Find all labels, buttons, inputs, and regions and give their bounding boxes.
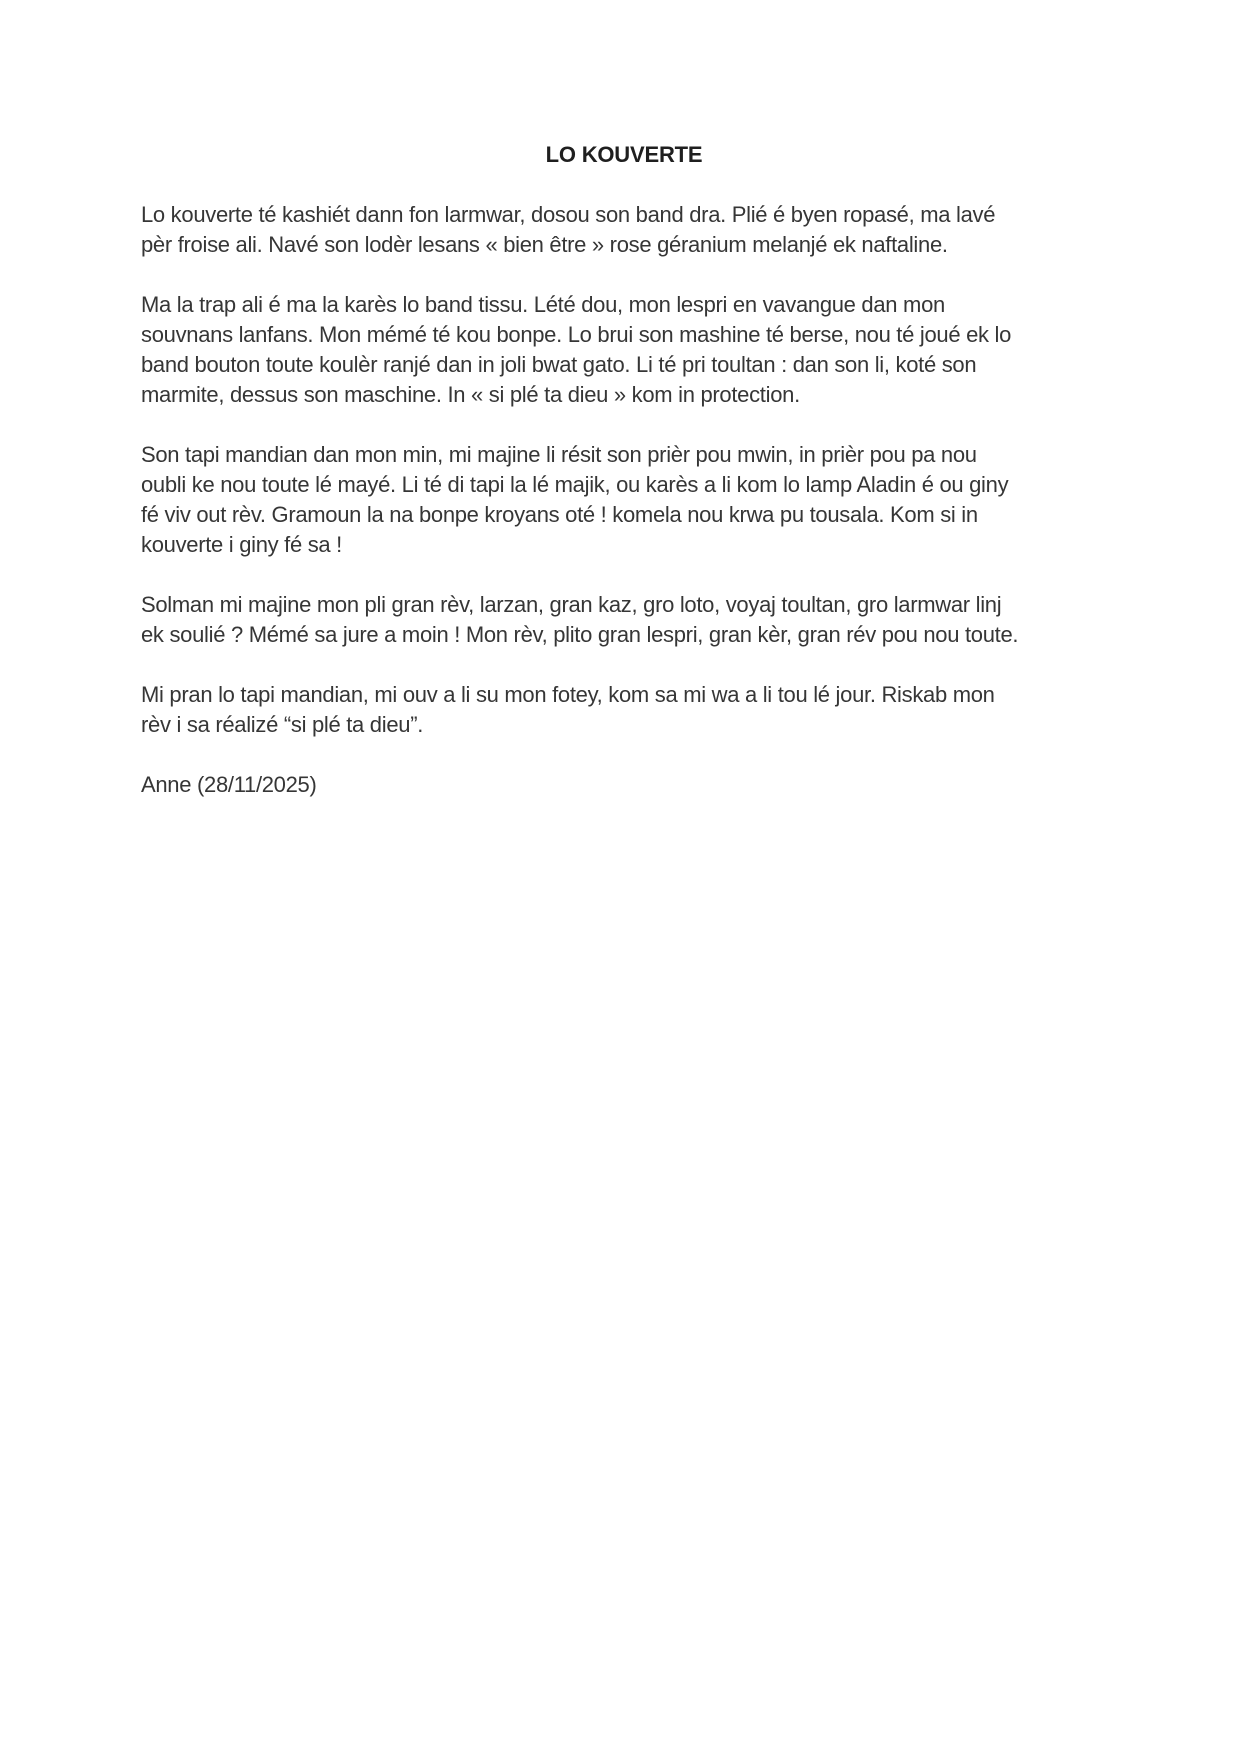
paragraph-line: ek soulié ? Mémé sa jure a moin ! Mon rèv, plito gran lespri, gran kèr, gran rév pou nou toute. <box>141 622 1019 647</box>
paragraph-1 <box>141 200 1107 260</box>
paragraph-line: Mi pran lo tapi mandian, mi ouv a li su mon fotey, kom sa mi wa a li tou lé jour. Riskab mon <box>141 682 995 707</box>
paragraph-line: Son tapi mandian dan mon min, mi majine li résit son prièr pou mwin, in prièr pou pa nou <box>141 442 977 467</box>
paragraph-line: kouverte i giny fé sa ! <box>141 532 342 557</box>
paragraph-line: marmite, dessus son maschine. In « si plé ta dieu » kom in protection. <box>141 382 800 407</box>
paragraph-line: oubli ke nou toute lé mayé. Li té di tapi la lé majik, ou karès a li kom lo lamp Aladin é ou giny <box>141 472 1009 497</box>
document-content <box>141 140 1107 800</box>
document-title: LO KOUVERTE <box>545 142 703 167</box>
paragraph-3 <box>141 440 1107 560</box>
paragraph-4 <box>141 590 1107 650</box>
paragraph-5 <box>141 680 1107 740</box>
paragraph-line: pèr froise ali. Navé son lodèr lesans « bien être » rose géranium melanjé ek naftaline. <box>141 232 948 257</box>
paragraph-line: band bouton toute koulèr ranjé dan in joli bwat gato. Li té pri toultan : dan son li, koté son <box>141 352 977 377</box>
paragraph-line: souvnans lanfans. Mon mémé té kou bonpe. Lo brui son mashine té berse, nou té joué ek lo <box>141 322 1012 347</box>
paragraph-line: fé viv out rèv. Gramoun la na bonpe kroyans oté ! komela nou krwa pu tousala. Kom si in <box>141 502 978 527</box>
paragraph-line: Solman mi majine mon pli gran rèv, larzan, gran kaz, gro loto, voyaj toultan, gro larmwar linj <box>141 592 1002 617</box>
paragraph-line: rèv i sa réalizé “si plé ta dieu”. <box>141 712 424 737</box>
paragraph-2 <box>141 290 1107 410</box>
paragraph-line: Ma la trap ali é ma la karès lo band tissu. Lété dou, mon lespri en vavangue dan mon <box>141 292 945 317</box>
signature-line: Anne (28/11/2025) <box>141 772 317 797</box>
paragraph-line: Lo kouverte té kashiét dann fon larmwar, dosou son band dra. Plié é byen ropasé, ma lavé <box>141 202 996 227</box>
